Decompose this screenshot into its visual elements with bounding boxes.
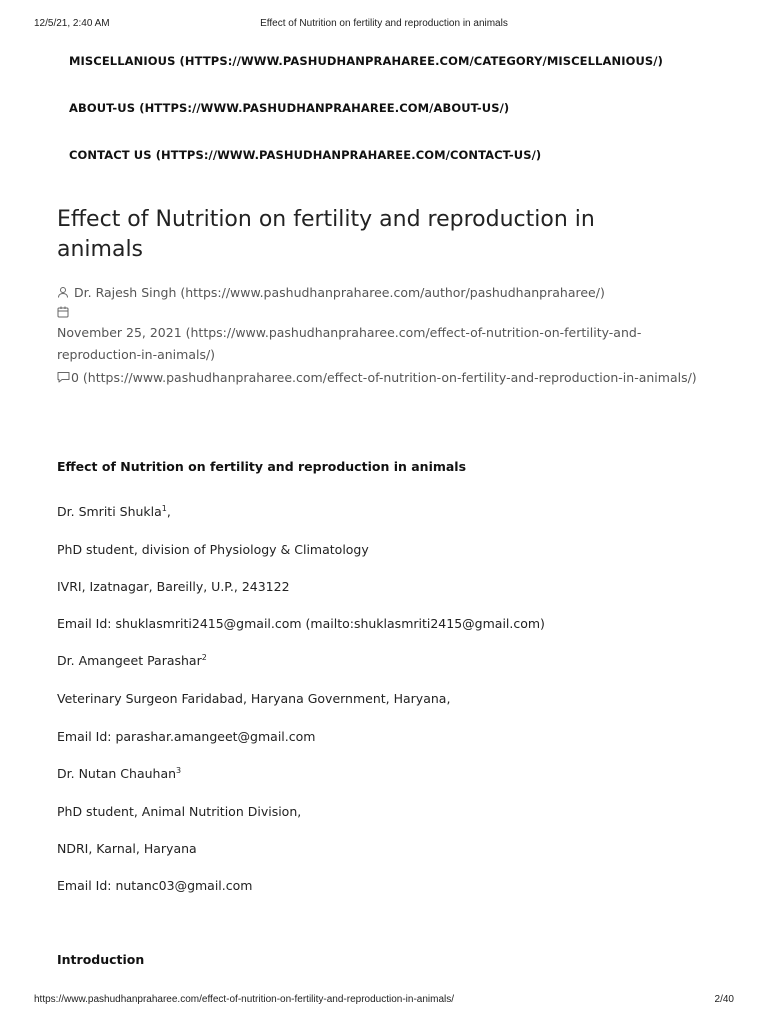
author1-role: PhD student, division of Physiology & Climatology	[57, 542, 369, 557]
introduction-heading: Introduction	[57, 952, 145, 967]
print-header	[0, 14, 768, 30]
calendar-icon	[57, 306, 69, 321]
nav-link-contact-us[interactable]: CONTACT US (HTTPS://WWW.PASHUDHANPRAHAREE.COM/CONTACT-US/)	[69, 148, 542, 162]
author1-email[interactable]: Email Id: shuklasmriti2415@gmail.com (mailto:shuklasmriti2415@gmail.com)	[57, 616, 545, 631]
author-meta	[57, 285, 605, 301]
comment-icon	[57, 371, 70, 386]
author3-role: PhD student, Animal Nutrition Division,	[57, 804, 302, 819]
comments-meta	[57, 370, 697, 386]
content-heading: Effect of Nutrition on fertility and reproduction in animals	[57, 459, 467, 474]
print-footer-url: https://www.pashudhanpraharee.com/effect-of-nutrition-on-fertility-and-reproduction-in-animals/	[34, 994, 455, 1005]
author1-name: Dr. Smriti Shukla$^1$,	[57, 503, 171, 519]
author2-name: Dr. Amangeet Parashar$^2$	[57, 652, 207, 668]
comments-link[interactable]: 0 (https://www.pashudhanpraharee.com/effect-of-nutrition-on-fertility-and-reproduction-in-animals/)	[71, 370, 697, 385]
article-title: Effect of Nutrition on fertility and reproduction in animals	[57, 207, 595, 262]
print-footer	[0, 990, 768, 1006]
author1-address: IVRI, Izatnagar, Bareilly, U.P., 243122	[57, 579, 290, 594]
author3-name: Dr. Nutan Chauhan$^3$	[57, 765, 182, 781]
author3-email: Email Id: nutanc03@gmail.com	[57, 878, 253, 893]
print-document-title: Effect of Nutrition on fertility and reproduction in animals	[260, 18, 508, 29]
user-icon	[57, 286, 69, 301]
author-link[interactable]: Dr. Rajesh Singh (https://www.pashudhanpraharee.com/author/pashudhanpraharee/)	[74, 285, 605, 300]
page-number: 2/40	[714, 994, 734, 1005]
date-link-line1[interactable]: November 25, 2021 (https://www.pashudhanpraharee.com/effect-of-nutrition-on-fertility-and-	[57, 325, 642, 340]
print-timestamp: 12/5/21, 2:40 AM	[34, 18, 110, 29]
nav-link-miscellanious[interactable]: MISCELLANIOUS (HTTPS://WWW.PASHUDHANPRAHAREE.COM/CATEGORY/MISCELLANIOUS/)	[69, 54, 663, 68]
author2-email: Email Id: parashar.amangeet@gmail.com	[57, 729, 316, 744]
nav-link-about-us[interactable]: ABOUT-US (HTTPS://WWW.PASHUDHANPRAHAREE.COM/ABOUT-US/)	[69, 101, 510, 115]
date-link-line2[interactable]: reproduction-in-animals/)	[57, 347, 216, 362]
author2-role: Veterinary Surgeon Faridabad, Haryana Government, Haryana,	[57, 691, 451, 706]
author3-address: NDRI, Karnal, Haryana	[57, 841, 197, 856]
date-icon-row	[57, 305, 74, 321]
